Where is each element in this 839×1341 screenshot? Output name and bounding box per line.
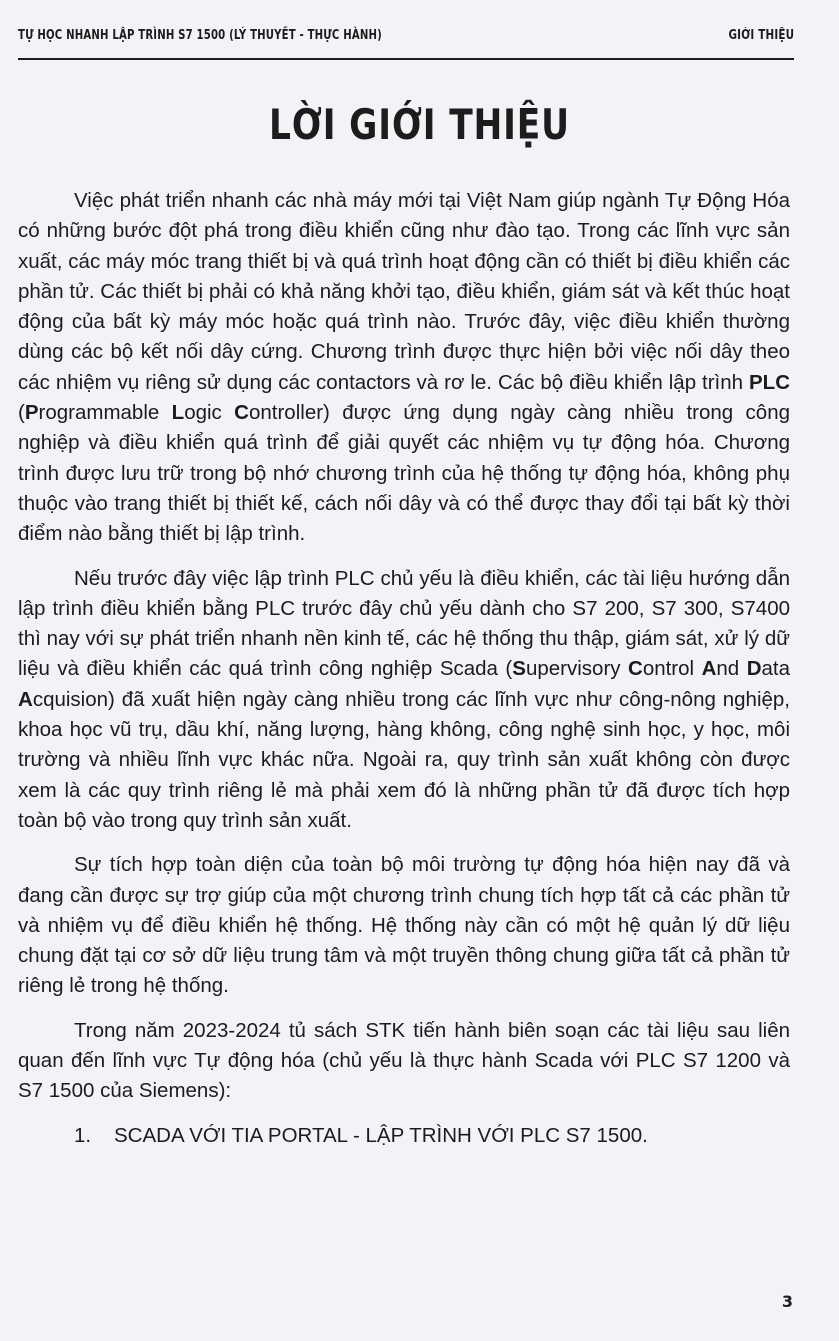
acronym-letter-c: C	[628, 657, 643, 681]
section-title: GIỚI THIỆU	[728, 28, 794, 43]
list-item-number: 1.	[74, 1123, 92, 1147]
acronym-letter-p: P	[24, 401, 39, 425]
book-title: TỰ HỌC NHANH LẬP TRÌNH S7 1500 (LÝ THUYẾT - THỰC HÀNH)	[18, 28, 382, 43]
word-ogic: ogic	[184, 401, 235, 425]
word-nd: nd	[716, 657, 747, 681]
page-title	[0, 100, 839, 149]
paragraph-1-part-c: ) được ứng dụng ngày càng nhiều trong công nghiệp và điều khiển quá trình để giải quyết các nhiệm vụ tự động hóa. Chương trình được lưu trữ trong bộ nhớ chương trình của hệ thống tự động hóa, không phụ thuộc vào trang thiết bị thiết kế, cách nối dây và có thể được thay đổi tại bất kỳ thời điểm nào bằng thiết bị lập trình.	[18, 401, 790, 546]
page-number: 3	[781, 1292, 793, 1311]
paragraph-2-part-a: Nếu trước đây việc lập trình PLC chủ yếu là điều khiển, các tài liệu hướng dẫn lập trình điều khiển bằng PLC trước đây chủ yếu dành cho S7 200, S7 300, S7400 thì nay với sự phát triển nhanh nền kinh tế, các hệ thống thu thập, giám sát, xử lý dữ liệu và điều khiển các quá trình công nghiệp Scada (	[18, 566, 790, 681]
word-rogrammable: rogrammable	[38, 401, 172, 425]
word-ontrol: ontrol	[642, 657, 702, 681]
paragraph-4: Trong năm 2023-2024 tủ sách STK tiến hành biên soạn các tài liệu sau liên quan đến lĩnh vực Tự động hóa (chủ yếu là thực hành Scada với PLC S7 1200 và S7 1500 của Siemens):	[18, 1018, 790, 1103]
plc-bold: PLC	[749, 370, 790, 394]
page-title-text: LỜI GIỚI THIỆU	[269, 100, 570, 149]
acronym-letter-c: C	[234, 401, 249, 425]
word-upervisory: upervisory	[525, 657, 628, 681]
paragraph-1-part-b: (	[18, 401, 25, 425]
body-text	[18, 186, 790, 1165]
acronym-letter-a: A	[701, 657, 717, 681]
list-item-text: SCADA VỚI TIA PORTAL - LẬP TRÌNH VỚI PLC S7 1500.	[114, 1123, 648, 1147]
paragraph-1	[18, 186, 790, 550]
paragraph-2	[18, 564, 790, 837]
word-ata: ata	[761, 657, 790, 681]
paragraph-3: Sự tích hợp toàn diện của toàn bộ môi trường tự động hóa hiện nay đã và đang cần được sự trợ giúp của một chương trình chung tích hợp tất cả các phần tử và nhiệm vụ để điều khiển hệ thống. Hệ thống này cần có một hệ quản lý dữ liệu chung đặt tại cơ sở dữ liệu trung tâm và một truyền thông chung giữa tất cả phần tử riêng lẻ trong hệ thống.	[18, 853, 790, 998]
acronym-letter-s: S	[512, 657, 526, 681]
paragraph-1-part-a: Việc phát triển nhanh các nhà máy mới tại Việt Nam giúp ngành Tự Động Hóa có những bước đột phá trong điều khiển cũng như đào tạo. Trong các lĩnh vực sản xuất, các máy móc trang thiết bị và quá trình hoạt động cần có thiết bị điều khiển các phần tử. Các thiết bị phải có khả năng khởi tạo, điều khiển, giám sát và kết thúc hoạt động của bất kỳ máy móc hoặc quá trình nào. Trước đây, việc điều khiển thường dùng các bộ kết nối dây cứng. Chương trình được thực hiện bởi việc nối dây theo các nhiệm vụ riêng sử dụng các contactors và rơ le. Các bộ điều khiển lập trình	[18, 189, 790, 394]
word-ontroller: ontroller	[248, 401, 324, 425]
acronym-letter-a2: A	[18, 687, 33, 711]
paragraph-2-part-b: ) đã xuất hiện ngày càng nhiều trong các lĩnh vực như công-nông nghiệp, khoa học vũ trụ, dầu khí, năng lượng, hàng không, công nghệ sinh học, y học, môi trường và nhiều lĩnh vực khác nữa. Ngoài ra, quy trình sản xuất không còn được xem là các quy trình riêng lẻ mà phải xem đó là những phần tử đã được tích hợp toàn bộ vào trong quy trình sản xuất.	[18, 687, 790, 832]
acronym-letter-d: D	[746, 657, 762, 681]
running-header	[18, 28, 794, 60]
acronym-letter-l: L	[171, 401, 185, 425]
word-cquision: cquision	[32, 687, 109, 711]
list-item	[18, 1121, 790, 1151]
